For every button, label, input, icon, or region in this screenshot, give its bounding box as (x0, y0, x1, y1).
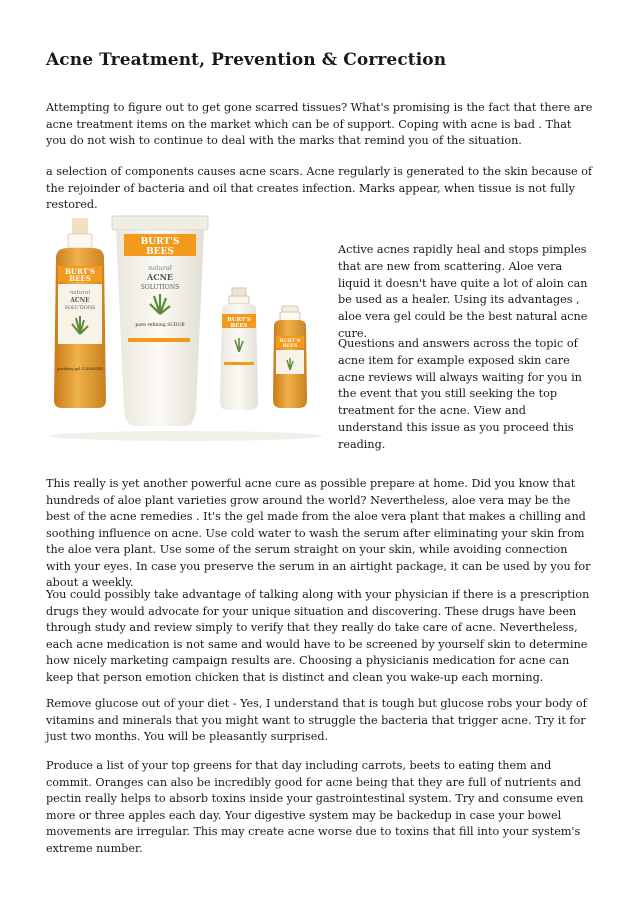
paragraph-6: Produce a list of your top greens for that day including carrots, beets to eating them and commit. Oranges can also be incredibly good for acne being that they are full of nutrients and pectin really helps to absorb toxins inside your gastrointestinal system. Try and consume even more or three apples each day. Your digestive system may be backedup in case your bowel movements are irregular. This may create acne worse due to toxins that fill into your system's extreme number. (46, 759, 584, 855)
scrub-type: pore refining SCRUB (135, 323, 185, 328)
paragraph-1: Attempting to figure out to get gone scarred tissues? What's promising is the fact that there are acne treatment items on the market which can be of support. Coping with acne is bad . That you do not wish to continue to deal with the marks that remind you of the situation. (46, 101, 593, 147)
serum-brand-line1: BURT'S (227, 317, 251, 323)
side-paragraph-1: Active acnes rapidly heal and stops pimples that are new from scattering. Aloe vera liquid it doesn't have quite a lot of aloin can be used as a healer. Using its advantages , aloe vera gel could be the best natural acne cure. (338, 243, 588, 340)
spot-brand-line2: BEES (282, 343, 298, 349)
scrub-tube (112, 216, 208, 426)
paragraph-2: a selection of components causes acne scars. Acne regularly is generated to the skin because of the rejoinder of bacteria and oil that creates infection. Marks appear, when tissue is not fully restored. (46, 165, 593, 211)
cleanser-acne: ACNE (70, 297, 90, 304)
paragraph-4: You could possibly take advantage of talking along with your physician if there is a prescription drugs they would advocate for your unique situation and discovering. These drugs have been through study and review simply to verify that they really do take care of acne. Nevertheless, each acne medication is not same and would have to be screened by yourself skin to determine how nicely marketing campaign results are. Choosing a physicianis medication for acne can keep that person emotion chicken that is distinct and clean you wake-up each morning. (46, 588, 590, 684)
scrub-natural: natural (148, 264, 172, 272)
cleanser-bottle (54, 218, 106, 408)
scrub-brand-line1: BURT'S (140, 237, 180, 247)
spot-brand-line1: BURT'S (279, 338, 301, 344)
side-paragraph-2: Questions and answers across the topic of acne item for example exposed skin care acne reviews will always waiting for you in the event that you still seeking the top treatment for the acne. View and understand this issue as you proceed this reading. (338, 337, 582, 451)
cleanser-brand-line2: BEES (69, 274, 91, 283)
paragraph-3: This really is yet another powerful acne cure as possible prepare at home. Did you know that hundreds of aloe plant varieties grow around the world? Nevertheless, aloe vera may be the best of the acne remedies . It's the gel made from the aloe vera plant that makes a chilling and soothing influence on acne. Use cold water to wash the serum after eliminating your skin from the aloe vera plant. Use some of the serum straight on your skin, while avoiding connection with your eyes. In case you preserve the serum in an airtight package, it can be used by you for about a weekly. (46, 477, 591, 589)
product-photo (46, 214, 330, 454)
spot-treatment-bottle (273, 306, 307, 408)
serum-bottle (220, 288, 258, 410)
serum-brand-line2: BEES (230, 323, 248, 329)
cleanser-natural: natural (69, 290, 91, 296)
cleanser-type: purifying gel CLEANSER (57, 367, 103, 371)
paragraph-5: Remove glucose out of your diet - Yes, I understand that is tough but glucose robs your body of vitamins and minerals that you might want to struggle the bacteria that trigger acne. Try it for just two months. You will be pleasantly surprised. (46, 697, 587, 743)
scrub-solutions: SOLUTIONS (140, 284, 180, 291)
scrub-brand-line2: BEES (146, 247, 174, 257)
scrub-acne: ACNE (147, 272, 173, 282)
cleanser-solutions: SOLUTIONS (64, 306, 96, 311)
page-title: Acne Treatment, Prevention & Correction (46, 50, 447, 70)
cleanser-brand-line1: BURT'S (64, 267, 96, 276)
